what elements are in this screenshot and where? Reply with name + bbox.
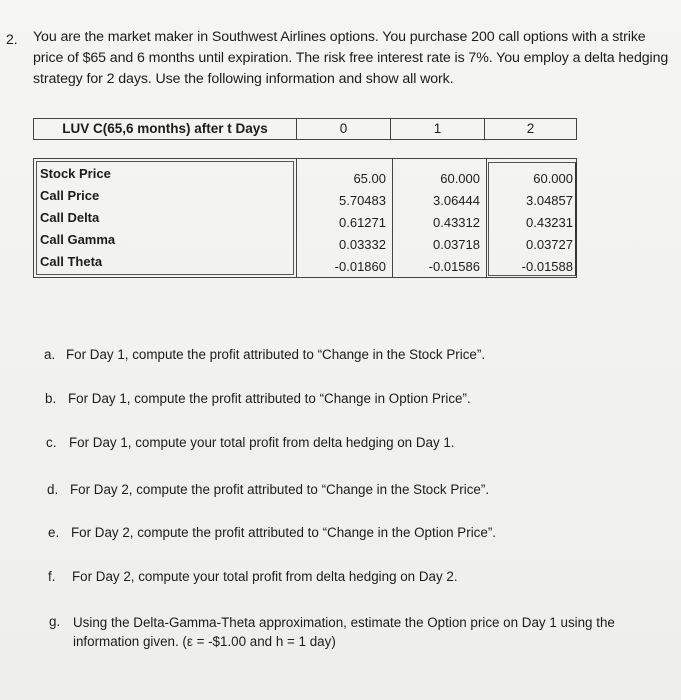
row-label-call-price: Call Price xyxy=(40,188,100,203)
row-label-stock-price: Stock Price xyxy=(40,166,111,181)
part-letter: d. xyxy=(47,482,59,497)
cell-value: 3.04857 xyxy=(526,193,573,208)
cell-value: 0.03727 xyxy=(526,237,573,252)
row-label-call-gamma: Call Gamma xyxy=(40,232,116,247)
cell-value: 60.000 xyxy=(440,171,480,186)
question-intro: You are the market maker in Southwest Airlines options. You purchase 200 call options with a strike price of $65 and 6 months until expiration. The risk free interest rate is 7%. You employ a delta hedging strategy for 2 days. Use the following information and show all work. xyxy=(33,29,669,87)
part-text: For Day 2, compute the profit attributed to “Change in the Stock Price”. xyxy=(70,482,490,497)
part-text: Using the Delta-Gamma-Theta approximation, estimate the Option price on Day 1 using the information given. (ε = -$1.00 and h = 1 day) xyxy=(73,615,615,649)
table-body xyxy=(33,158,577,278)
cell-value: 0.43231 xyxy=(526,215,573,230)
part-text: For Day 1, compute the profit attributed to “Change in the Stock Price”. xyxy=(66,347,486,362)
part-letter: a. xyxy=(44,347,56,362)
part-text: For Day 1, compute the profit attributed to “Change in Option Price”. xyxy=(68,391,471,406)
day-header-2: 2 xyxy=(526,121,535,136)
table-title: LUV C(65,6 months) after t Days xyxy=(34,119,297,139)
options-table xyxy=(33,118,577,278)
part-text: For Day 2, compute the profit attributed to “Change in the Option Price”. xyxy=(71,525,496,540)
part-letter: g. xyxy=(49,614,61,629)
cell-value: -0.01586 xyxy=(428,259,480,274)
day-header-1: 1 xyxy=(391,119,485,139)
part-text: For Day 1, compute your total profit from delta hedging on Day 1. xyxy=(69,435,455,450)
day-2-column xyxy=(486,159,577,277)
question-number: 2. xyxy=(6,31,18,47)
cell-value: 5.70483 xyxy=(339,193,386,208)
cell-value: 0.03718 xyxy=(433,237,480,252)
day-0-column xyxy=(296,159,392,277)
row-label-call-delta: Call Delta xyxy=(40,210,100,225)
table-header-row xyxy=(33,118,577,140)
part-letter: c. xyxy=(46,435,57,450)
cell-value: 65.00 xyxy=(353,171,386,186)
day-header-0: 0 xyxy=(297,119,391,139)
cell-value: 60.000 xyxy=(533,171,573,186)
cell-value: 3.06444 xyxy=(433,193,480,208)
part-letter: e. xyxy=(48,525,60,540)
cell-value: 0.61271 xyxy=(339,215,386,230)
cell-value: 0.03332 xyxy=(339,237,386,252)
part-letter: b. xyxy=(45,391,57,406)
cell-value: -0.01588 xyxy=(521,259,573,274)
day-1-column xyxy=(392,159,486,277)
row-label-call-theta: Call Theta xyxy=(40,254,103,269)
cell-value: 0.43312 xyxy=(433,215,480,230)
part-letter: f. xyxy=(48,569,56,584)
cell-value: -0.01860 xyxy=(334,259,386,274)
part-text: For Day 2, compute your total profit from delta hedging on Day 2. xyxy=(72,569,458,584)
row-labels xyxy=(36,161,294,275)
